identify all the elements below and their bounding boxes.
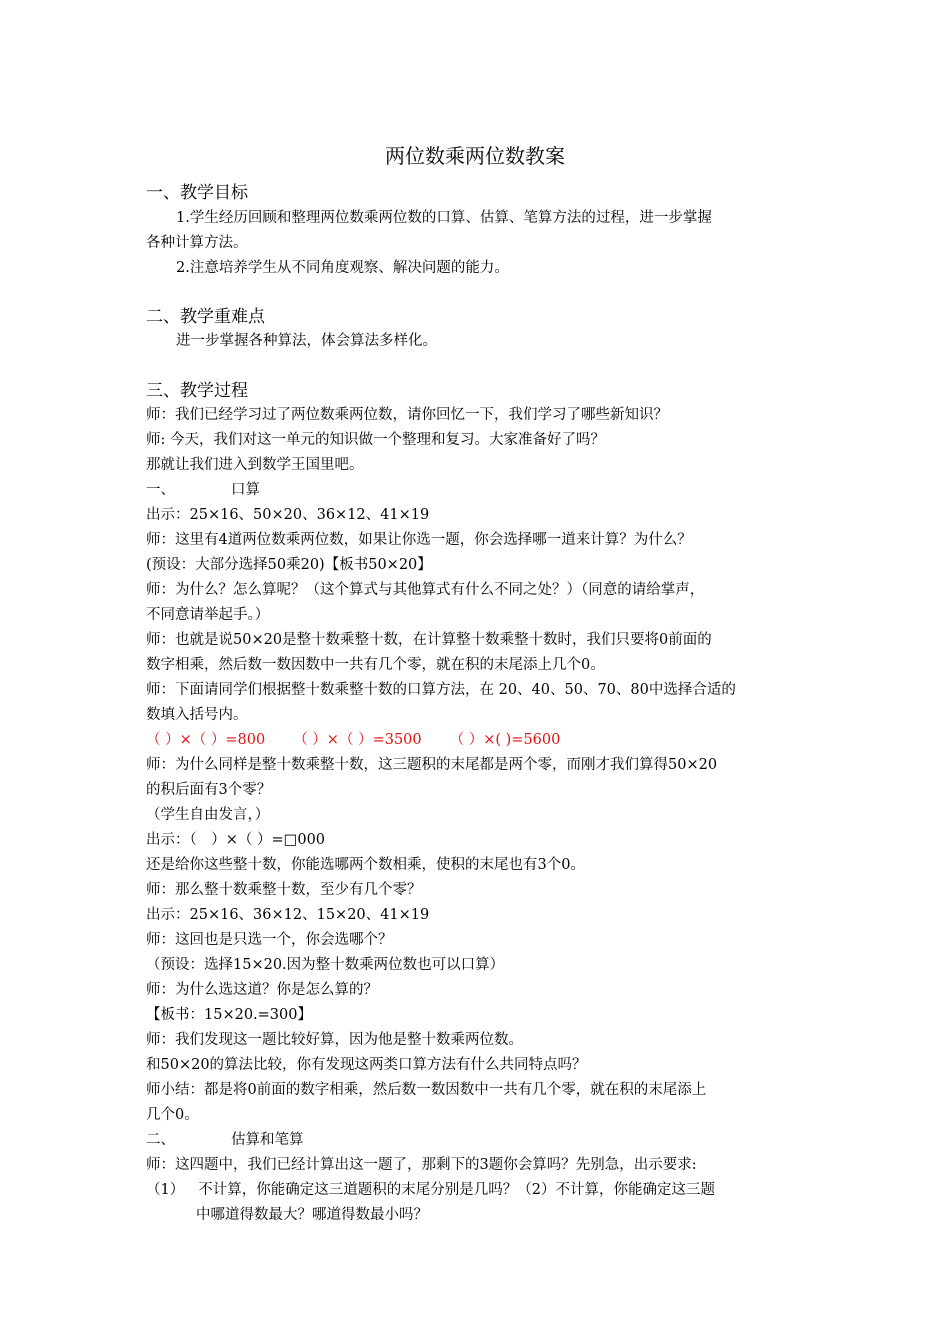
paragraph: 出示：25×16、36×12、15×20、41×19 bbox=[146, 907, 430, 923]
paragraph: 师：为什么？怎么算呢？（这个算式与其他算式有什么不同之处？）（同意的请给掌声， bbox=[146, 582, 705, 598]
paragraph: 师：为什么同样是整十数乘整十数，这三题积的末尾都是两个零，而刚才我们算得50×20 bbox=[146, 757, 718, 773]
subheading-text: 估算和笔算 bbox=[231, 1132, 304, 1148]
document-title: 两位数乘两位数教案 bbox=[385, 144, 565, 168]
paragraph: 还是给你这些整十数，你能选哪两个数相乘，使积的末尾也有3个0。 bbox=[146, 857, 585, 873]
subheading-oral bbox=[146, 478, 260, 499]
item-text: 不计算，你能确定这三道题积的末尾分别是几吗？（2）不计算，你能确定这三题 bbox=[198, 1182, 715, 1198]
paragraph: 师：我们发现这一题比较好算，因为他是整十数乘两位数。 bbox=[146, 1032, 523, 1048]
exercise-item: （ ）×（ ）=800 bbox=[146, 732, 266, 748]
paragraph: 师: 今天，我们对这一单元的知识做一个整理和复习。大家准备好了吗？ bbox=[146, 432, 605, 448]
paragraph: 出示：25×16、50×20、36×12、41×19 bbox=[146, 507, 430, 523]
paragraph: （预设：选择15×20.因为整十数乘两位数也可以口算） bbox=[146, 957, 505, 973]
paragraph: 师：也就是说50×20是整十数乘整十数，在计算整十数乘整十数时，我们只要将0前面的 bbox=[146, 632, 712, 648]
subheading-number: 一、 bbox=[146, 482, 175, 498]
paragraph: 的积后面有3个零？ bbox=[146, 782, 272, 798]
subheading-text: 口算 bbox=[231, 482, 260, 498]
paragraph: 师：下面请同学们根据整十数乘整十数的口算方法，在 20、40、50、70、80中选择合适的 bbox=[146, 682, 736, 698]
paragraph: （学生自由发言，） bbox=[146, 807, 270, 823]
paragraph: 和50×20的算法比较，你有发现这两类口算方法有什么共同特点吗？ bbox=[146, 1057, 587, 1073]
section-heading-goals: 一、教学目标 bbox=[146, 183, 248, 203]
paragraph: 数字相乘，然后数一数因数中一共有几个零，就在积的末尾添上几个0。 bbox=[146, 657, 605, 673]
section-heading-keypoints: 二、教学重难点 bbox=[146, 307, 265, 327]
paragraph: 数填入括号内。 bbox=[146, 707, 248, 723]
numbered-item bbox=[146, 1178, 715, 1199]
paragraph: 出示：（ ）×（ ）=□000 bbox=[146, 832, 326, 848]
paragraph: 师：为什么选这道？你是怎么算的？ bbox=[146, 982, 378, 998]
paragraph: (预设：大部分选择50乘20)【板书50×20】 bbox=[146, 557, 432, 573]
item-number: （1） bbox=[146, 1182, 185, 1198]
keypoints-text: 进一步掌握各种算法，体会算法多样化。 bbox=[176, 333, 437, 349]
paragraph: 师：这四题中，我们已经计算出这一题了，那剩下的3题你会算吗？先别急，出示要求: bbox=[146, 1157, 697, 1173]
paragraph: 师：这里有4道两位数乘两位数，如果让你选一题，你会选择哪一道来计算？为什么？ bbox=[146, 532, 692, 548]
paragraph: 那就让我们进入到数学王国里吧。 bbox=[146, 457, 364, 473]
subheading-estimate bbox=[146, 1128, 304, 1149]
paragraph: 师：我们已经学习过了两位数乘两位数，请你回忆一下，我们学习了哪些新知识？ bbox=[146, 407, 668, 423]
exercise-item: （ ）×（ ）=3500 bbox=[293, 732, 422, 748]
paragraph: 师小结：都是将0前面的数字相乘，然后数一数因数中一共有几个零，就在积的末尾添上 bbox=[146, 1082, 707, 1098]
subheading-number: 二、 bbox=[146, 1132, 175, 1148]
goal-item-1: 1.学生经历回顾和整理两位数乘两位数的口算、估算、笔算方法的过程，进一步掌握 bbox=[176, 210, 712, 226]
goal-item-1-cont: 各种计算方法。 bbox=[146, 235, 248, 251]
exercise-item: （ ）×( )=5600 bbox=[449, 732, 561, 748]
exercise-line bbox=[146, 728, 560, 749]
paragraph: 师：那么整十数乘整十数，至少有几个零？ bbox=[146, 882, 422, 898]
numbered-item-cont: 中哪道得数最大？哪道得数最小吗？ bbox=[196, 1207, 428, 1223]
goal-item-2: 2.注意培养学生从不同角度观察、解决问题的能力。 bbox=[176, 260, 509, 276]
paragraph: 不同意请举起手。） bbox=[146, 607, 270, 623]
section-heading-process: 三、教学过程 bbox=[146, 381, 248, 401]
paragraph: 【板书：15×20.=300】 bbox=[146, 1007, 312, 1023]
paragraph: 师：这回也是只选一个，你会选哪个？ bbox=[146, 932, 393, 948]
paragraph: 几个0。 bbox=[146, 1107, 199, 1123]
